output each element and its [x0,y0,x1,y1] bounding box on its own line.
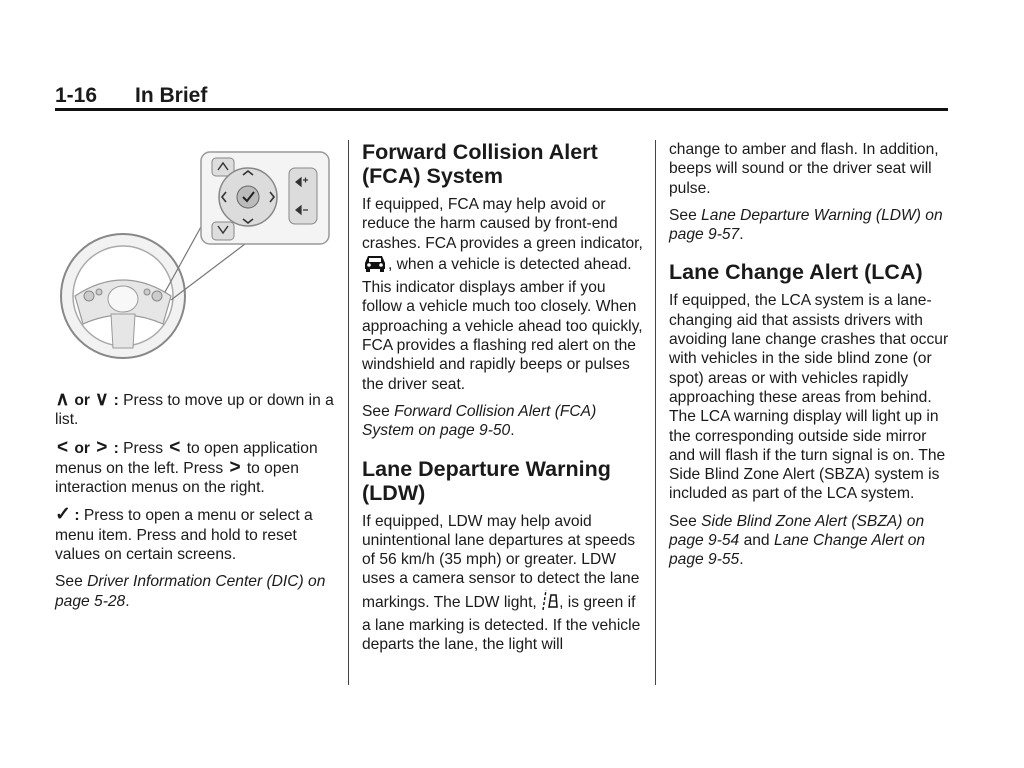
ldw-lane-departure-icon [541,589,559,616]
column-divider-1 [348,140,349,685]
chevron-left-icon: < [169,436,181,458]
check-paragraph: ✓ : Press to open a menu or select a menu item. Press and hold to reset values on certain screens. [55,504,313,564]
left-right-text-c: to open interaction menus on the right. [55,459,299,497]
up-down-paragraph: ∧ or ∨ : Press to move up or down in a list. [55,389,334,429]
see-prefix: See [55,573,83,591]
ldw-continued-paragraph: change to amber and flash. In addition, beeps will sound or the driver seat will pulse. [669,141,939,197]
chevron-right-icon: > [229,456,241,478]
chevron-left-icon: < [56,436,69,458]
fca-paragraph: If equipped, FCA may help avoid or reduce the harm caused by front-end crashes. FCA provides a green indicator, , when a vehicle is detected ahead. This indicator displays amber if you follow a vehicle much too closely. When approaching a vehicle ahead too quickly, FCA provides a flashing red alert on the windshield and rapidly beeps or pulses the driver seat. [362,196,643,393]
or-label: or [74,392,90,409]
chevron-right-icon: > [96,436,108,458]
or-label: or [74,439,90,457]
page-number: 1-16 [55,84,98,107]
chevron-down-icon: ∨ [94,389,109,410]
control-pad-callout [201,152,329,244]
lca-reference-link[interactable]: Lane Change Alert on page 9-55 [669,532,926,569]
left-right-paragraph: < or > : Press < to open application menus on the left. Press > to open interaction menus on the right. [55,436,318,497]
checkmark-icon: ✓ [55,504,71,526]
dic-reference-link[interactable]: Driver Information Center (DIC) on page 5-28 [55,573,326,610]
lca-heading: Lane Change Alert (LCA) [669,260,923,285]
ldw-heading: Lane Departure Warning (LDW) [362,456,611,505]
fca-heading: Forward Collision Alert (FCA) System [362,140,598,188]
see-sbza-lca-paragraph: See Side Blind Zone Alert (SBZA) on page 9-54 and Lane Change Alert on page 9-55. [669,512,926,569]
header-rule [55,108,948,111]
section-title: In Brief [135,84,208,107]
sbza-reference-link[interactable]: Side Blind Zone Alert (SBZA) on page 9-54 [669,512,925,550]
column-divider-2 [655,140,656,685]
up-down-text: Press to move up or down in a list. [55,392,334,429]
steering-wheel-controls-illustration [55,146,335,366]
lca-paragraph: If equipped, the LCA system is a lane-changing aid that assists drivers with avoiding lane change crashes that occur with vehicles in the side blind zone (or spot) areas or with vehicles rapidly approaching these areas from behind. The LCA warning display will light up in the corresponding outside side mirror and will flash if the turn signal is on. The Side Blind Zone Alert (SBZA) system is included as part of the LCA system. [669,292,949,503]
left-right-text-a: Press [123,439,164,457]
column-right [669,140,954,578]
fca-reference-link[interactable]: Forward Collision Alert (FCA) System on page 9-50 [362,402,597,440]
check-text: Press to open a menu or select a menu item. Press and hold to reset values on certain screens. [55,507,313,564]
fca-vehicle-ahead-icon [362,253,388,278]
steering-wheel-icon [61,234,185,358]
left-right-text-b: to open application menus on the left. Press [55,439,318,477]
chevron-up-icon: ∧ [55,389,70,410]
column-middle [362,140,647,663]
see-dic-paragraph: See Driver Information Center (DIC) on page 5-28. [55,573,326,610]
see-ldw-paragraph: See Lane Departure Warning (LDW) on page 9-57. [669,206,943,244]
ldw-reference-link[interactable]: Lane Departure Warning (LDW) on page 9-57 [669,206,943,244]
column-left [55,390,340,619]
see-fca-paragraph: See Forward Collision Alert (FCA) System on page 9-50. [362,402,597,440]
ldw-paragraph: If equipped, LDW may help avoid unintentional lane departures at speeds of 56 km/h (35 mph) or greater. LDW uses a camera sensor to detect the lane markings. The LDW light, , is green if a lane marking is detected. If the vehicle departs the lane, the light will [362,512,641,654]
